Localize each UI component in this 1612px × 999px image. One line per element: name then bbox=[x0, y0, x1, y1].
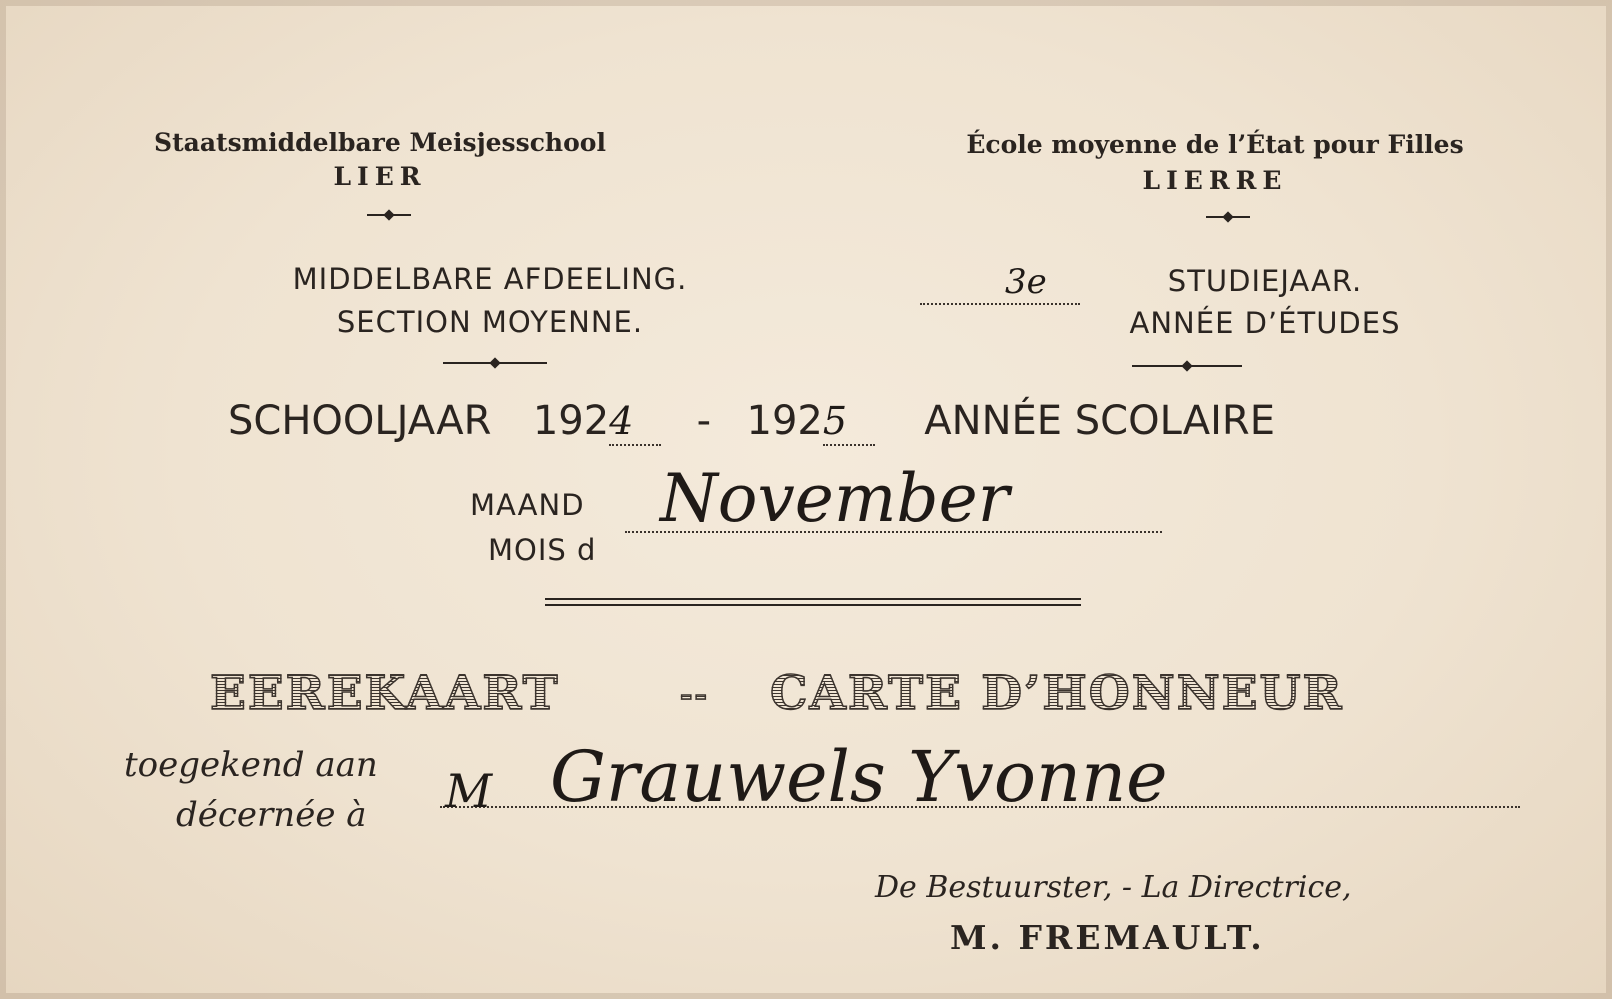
double-rule bbox=[545, 598, 1081, 606]
recipient-salutation: M bbox=[445, 764, 493, 818]
study-year-value: 3e bbox=[1005, 262, 1047, 302]
section-fr: SECTION MOYENNE. bbox=[336, 305, 644, 339]
school-year-separator: - bbox=[696, 398, 712, 444]
ornament-divider bbox=[1132, 365, 1242, 367]
signature-name: M. FREMAULT. bbox=[950, 918, 1265, 957]
title-nl: EEREKAART bbox=[210, 666, 560, 721]
signature-title: De Bestuurster, - La Directrice, bbox=[875, 870, 1352, 905]
ornament-divider bbox=[1206, 216, 1250, 218]
school-year-prefix-1: 192 bbox=[532, 398, 610, 444]
month-value: November bbox=[660, 460, 1010, 537]
study-year-nl: STUDIEJAAR. bbox=[1167, 264, 1363, 298]
school-year-digit-1: 4 bbox=[609, 399, 634, 443]
school-name-fr: École moyenne de l’État pour Filles bbox=[966, 130, 1464, 159]
city-nl: LIER bbox=[333, 162, 427, 191]
month-label-nl: MAAND bbox=[470, 488, 585, 522]
awarded-label-fr: décernée à bbox=[176, 795, 367, 835]
section-nl: MIDDELBARE AFDEELING. bbox=[292, 262, 688, 296]
study-year-line bbox=[920, 303, 1080, 305]
month-label-fr: MOIS d bbox=[488, 533, 597, 567]
title-fr: CARTE D’HONNEUR bbox=[770, 666, 1344, 721]
study-year-fr: ANNÉE D’ÉTUDES bbox=[1129, 306, 1401, 340]
school-year-prefix-2: 192 bbox=[746, 398, 823, 444]
ornament-divider bbox=[443, 362, 547, 364]
recipient-name: Grauwels Yvonne bbox=[550, 736, 1168, 818]
school-name-nl: Staatsmiddelbare Meisjesschool bbox=[154, 128, 606, 157]
school-year-label-nl: SCHOOLJAAR bbox=[228, 398, 492, 444]
school-year-digit-2: 5 bbox=[822, 399, 848, 443]
title-separator: -- bbox=[680, 666, 709, 726]
ornament-divider bbox=[367, 214, 411, 216]
awarded-label-nl: toegekend aan bbox=[124, 745, 378, 785]
school-year-label-fr: ANNÉE SCOLAIRE bbox=[924, 398, 1275, 444]
school-year-row bbox=[228, 398, 1428, 454]
city-fr: LIERRE bbox=[1142, 166, 1288, 195]
